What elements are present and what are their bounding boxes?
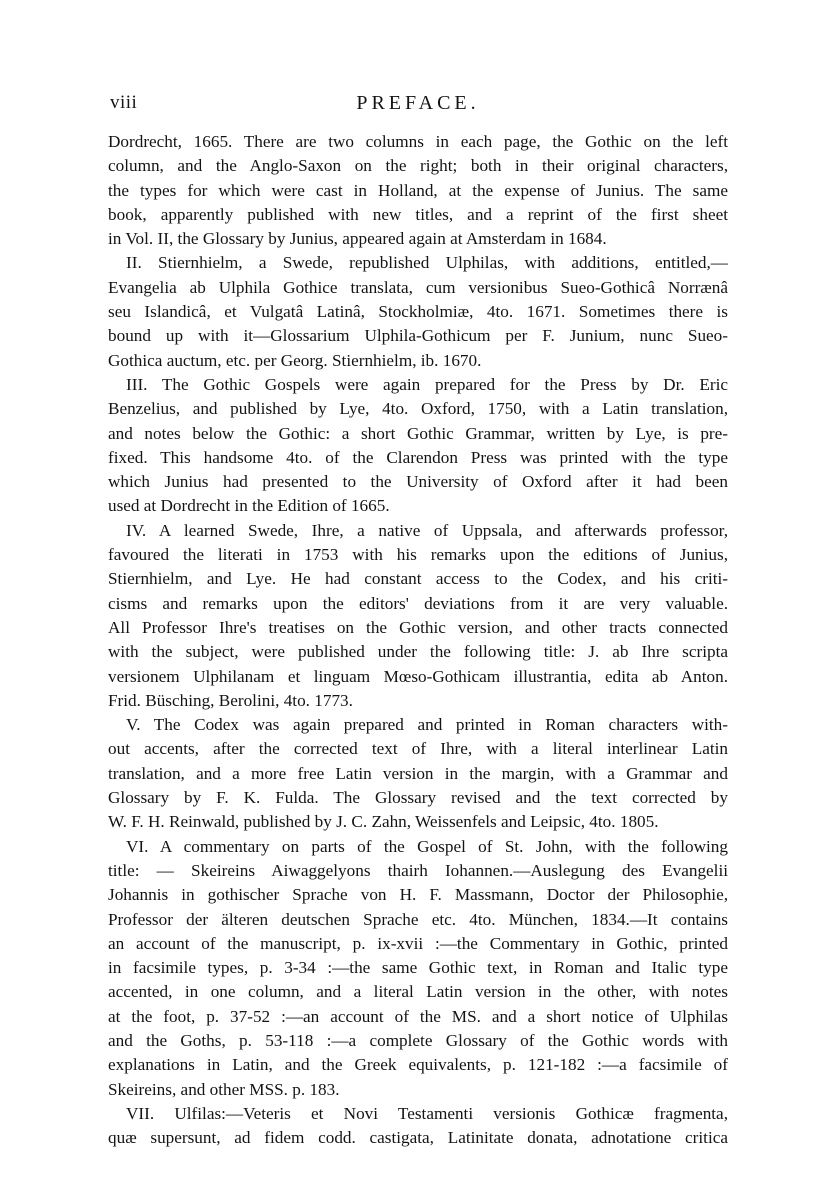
book-page	[108, 92, 728, 1150]
text-line: VII. Ulfilas:—Veteris et Novi Testamenti versionis Gothicæ fragmenta,	[126, 1103, 728, 1123]
text-line: in Vol. II, the Glossary by Junius, appeared again at Amsterdam in 1684.	[108, 229, 607, 249]
text-line: explanations in Latin, and the Greek equivalents, p. 121-182 :—a facsimile of	[108, 1055, 728, 1075]
text-line: II. Stiernhielm, a Swede, republished Ulphilas, with additions, entitled,—	[126, 253, 728, 273]
text-line: an account of the manuscript, p. ix-xvii :—the Commentary in Gothic, printed	[108, 933, 728, 953]
text-line: translation, and a more free Latin version in the margin, with a Grammar and	[108, 763, 728, 783]
text-line: Glossary by F. K. Fulda. The Glossary revised and the text corrected by	[108, 788, 728, 808]
text-line: cisms and remarks upon the editors' deviations from it are very valuable.	[108, 593, 728, 613]
text-line: V. The Codex was again prepared and printed in Roman characters with-	[126, 715, 728, 735]
text-line: in facsimile types, p. 3-34 :—the same Gothic text, in Roman and Italic type	[108, 958, 728, 978]
page-number: viii	[110, 92, 138, 113]
text-line: fixed. This handsome 4to. of the Clarendon Press was printed with the type	[108, 447, 728, 467]
paragraph-vii-ulfilas	[108, 1102, 728, 1151]
text-line: Dordrecht, 1665. There are two columns in each page, the Gothic on the left	[108, 132, 728, 151]
text-line: versionem Ulphilanam et linguam Mœso-Gothicam illustrantia, edita ab Anton.	[108, 666, 728, 686]
text-line: seu Islandicâ, et Vulgatâ Latinâ, Stockholmiæ, 4to. 1671. Sometimes there is	[108, 302, 728, 322]
text-line: used at Dordrecht in the Edition of 1665.	[108, 496, 390, 516]
text-line: VI. A commentary on parts of the Gospel of St. John, with the following	[126, 836, 728, 856]
paragraph-iii-benzelius-lye	[108, 373, 728, 519]
text-line: quæ supersunt, ad fidem codd. castigata, Latinitate donata, adnotatione critica	[108, 1128, 728, 1148]
text-line: which Junius had presented to the University of Oxford after it had been	[108, 472, 728, 492]
text-line: the types for which were cast in Holland, at the expense of Junius. The same	[108, 180, 728, 200]
text-line: column, and the Anglo-Saxon on the right; both in their original characters,	[108, 156, 728, 176]
paragraph-v-fulda-codex	[108, 713, 728, 834]
paragraph-iv-ihre	[108, 519, 728, 713]
text-line: Professor der älteren deutschen Sprache etc. 4to. München, 1834.—It contains	[108, 909, 728, 929]
paragraph-dordrecht-edition	[108, 130, 728, 251]
text-line: W. F. H. Reinwald, published by J. C. Zahn, Weissenfels and Leipsic, 4to. 1805.	[108, 812, 659, 832]
running-title: PREFACE.	[356, 92, 480, 114]
text-line: accented, in one column, and a literal Latin version in the other, with notes	[108, 982, 728, 1002]
text-line: Stiernhielm, and Lye. He had constant access to the Codex, and his criti-	[108, 569, 728, 589]
text-line: out accents, after the corrected text of Ihre, with a literal interlinear Latin	[108, 739, 728, 759]
text-line: Johannis in gothischer Sprache von H. F. Massmann, Doctor der Philosophie,	[108, 885, 728, 905]
text-line: at the foot, p. 37-52 :—an account of the MS. and a short notice of Ulphilas	[108, 1006, 728, 1026]
paragraph-ii-stiernhielm	[108, 251, 728, 372]
text-line: All Professor Ihre's treatises on the Gothic version, and other tracts connected	[108, 617, 728, 637]
text-line: Gothica auctum, etc. per Georg. Stiernhielm, ib. 1670.	[108, 350, 482, 370]
text-line: Benzelius, and published by Lye, 4to. Oxford, 1750, with a Latin translation,	[108, 399, 728, 419]
body-text	[108, 130, 728, 1150]
page-header	[108, 92, 728, 122]
text-line: title: — Skeireins Aiwaggelyons thairh Iohannen.—Auslegung des Evangelii	[108, 860, 728, 880]
text-line: with the subject, were published under the following title: J. ab Ihre scripta	[108, 642, 728, 662]
text-line: and notes below the Gothic: a short Gothic Grammar, written by Lye, is pre-	[108, 423, 728, 443]
text-line: Frid. Büsching, Berolini, 4to. 1773.	[108, 690, 353, 710]
text-line: bound up with it—Glossarium Ulphila-Gothicum per F. Junium, nunc Sueo-	[108, 326, 728, 346]
paragraph-vi-skeireins	[108, 835, 728, 1102]
text-line: favoured the literati in 1753 with his remarks upon the editions of Junius,	[108, 545, 728, 565]
text-line: book, apparently published with new titles, and a reprint of the first sheet	[108, 204, 728, 224]
text-line: IV. A learned Swede, Ihre, a native of Uppsala, and afterwards professor,	[126, 520, 728, 540]
text-line: Skeireins, and other MSS. p. 183.	[108, 1079, 340, 1099]
text-line: III. The Gothic Gospels were again prepared for the Press by Dr. Eric	[126, 374, 728, 394]
text-line: Evangelia ab Ulphila Gothice translata, cum versionibus Sueo-Gothicâ Norrænâ	[108, 277, 728, 297]
text-line: and the Goths, p. 53-118 :—a complete Glossary of the Gothic words with	[108, 1030, 728, 1050]
